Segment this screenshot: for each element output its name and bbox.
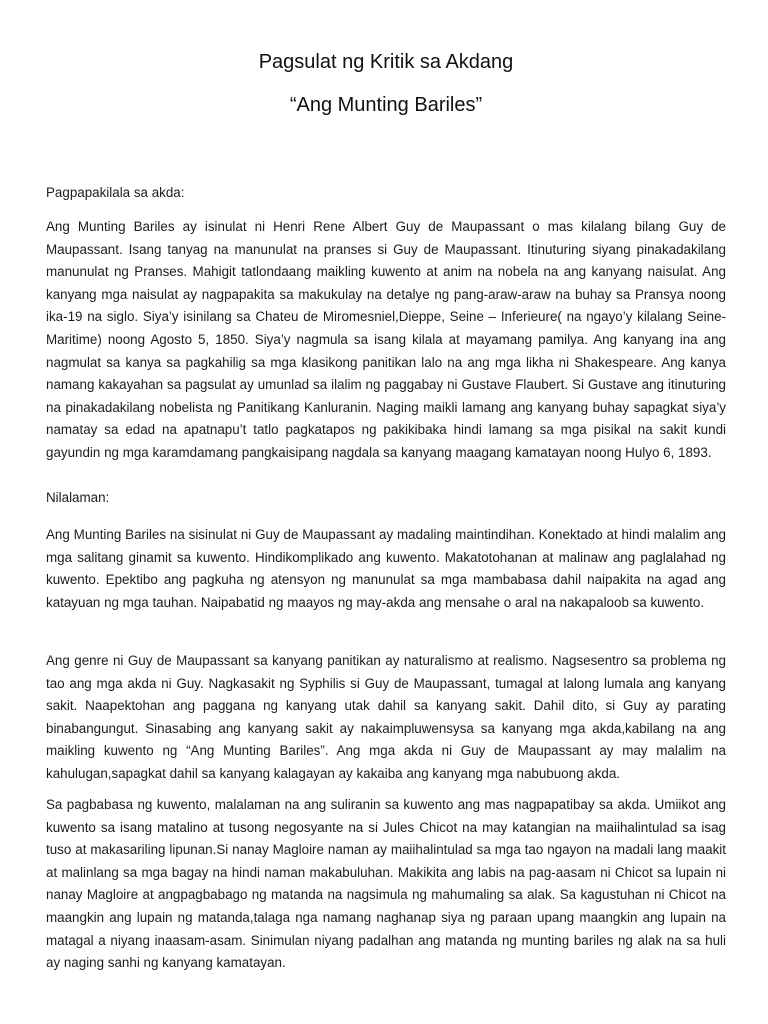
paragraph-content-2: Ang genre ni Guy de Maupassant sa kanyang panitikan ay naturalismo at realismo. Nagsesentro sa problema ng tao ang mga akda ni Guy. Nagkasakit ng Syphilis si Guy de Maupassant, tumagal at lalong lumala ang kanyang sakit. Naapektohan ang paggana ng kanyang utak dahil sa kanyang sakit. Dahil dito, si Guy ay parating binabangungut. Sinasabing ang kanyang sakit ay nakaimpluwensysa sa kanyang mga akda,kabilang na ang maikling kuwento ng “Ang Munting Bariles”. Ang mga akda ni Guy de Maupassant ay may malalim na kahulugan,sapagkat dahil sa kanyang kalagayan ay kakaiba ang kanyang mga nabubuong akda.	[46, 653, 726, 781]
paragraph-content-3: Sa pagbabasa ng kuwento, malalaman na ang suliranin sa kuwento ang mas nagpapatibay sa akda. Umiikot ang kuwento sa isang matalino at tusong negosyante na si Jules Chicot na may katangian na maiihalintulad sa isag tuso at makasariling lipunan.Si nanay Magloire naman ay maiihalintulad sa mga tao ngayon na madali lang maakit at malinlang sa mga bagay na hindi naman makabuluhan. Makikita ang labis na pag-aasam ni Chicot sa lupain ni nanay Magloire at angpagbabago ng matanda na nagsimula ng mahumaling sa alak. Sa kagustuhan ni Chicot na maangkin ang lupain ng matanda,talaga nga namang naghanap siya ng paraan upang maangkin ang lupain na matagal a niyang inaasam-asam. Sinimulan niyang padalhan ang matanda ng munting bariles ng alak na sa huli ay naging sanhi ng kanyang kamatayan.	[46, 797, 726, 971]
section-heading-introduction: Pagpapakilala sa akda:	[46, 185, 185, 200]
section-heading-content: Nilalaman:	[46, 490, 110, 505]
paragraph-content-1: Ang Munting Bariles na sisinulat ni Guy de Maupassant ay madaling maintindihan. Konektado at hindi malalim ang mga salitang ginamit sa kuwento. Hindikomplikado ang kuwento. Makatotohanan at malinaw ang paglalahad ng kuwento. Epektibo ang pagkuha ng atensyon ng manunulat sa mga mambabasa dahil naipakita na agad ang katayuan ng mga tauhan. Naipabatid ng maayos ng may-akda ang mensahe o aral na nakapaloob sa kuwento.	[46, 527, 726, 610]
document-subtitle: “Ang Munting Bariles”	[289, 94, 483, 116]
document-title: Pagsulat ng Kritik sa Akdang	[258, 51, 514, 73]
paragraph-introduction: Ang Munting Bariles ay isinulat ni Henri Rene Albert Guy de Maupassant o mas kilalang bilang Guy de Maupassant. Isang tanyag na manunulat na pranses si Guy de Maupassant. Itinuturing siyang pinakadakilang manunulat ng Pranses. Mahigit tatlondaang maikling kuwento at anim na nobela na ang kanyang naisulat. Ang kanyang mga naisulat ay nagpapakita sa makukulay na detalye ng pang-araw-araw na buhay sa Pransya noong ika-19 na siglo. Siya’y isinilang sa Chateu de Miromesniel,Dieppe, Seine – Inferieure( na ngayo’y kilalang Seine-Maritime) noong Agosto 5, 1850. Siya’y nagmula sa isang kilala at mayamang pamilya. Ang kanyang ina ang nagmulat sa kanya sa pagkahilig sa mga klasikong panitikan lalo na ang mga likha ni Shakespeare. Ang kanya namang kakayahan sa pagsulat ay umunlad sa ilalim ng paggabay ni Gustave Flaubert. Si Gustave ang itinuturing na pinakadakilang nobelista ng Panitikang Kanluranin. Naging maikli lamang ang kanyang buhay sapagkat siya’y namatay sa edad na apatnapu’t tatlo pagkatapos ng pakikibaka hindi lamang sa mga pisikal na sakit kundi gayundin ng mga karamdamang pangkaisipang nagdala sa kanyang maagang kamatayan noong Hulyo 6, 1893.	[46, 219, 726, 460]
